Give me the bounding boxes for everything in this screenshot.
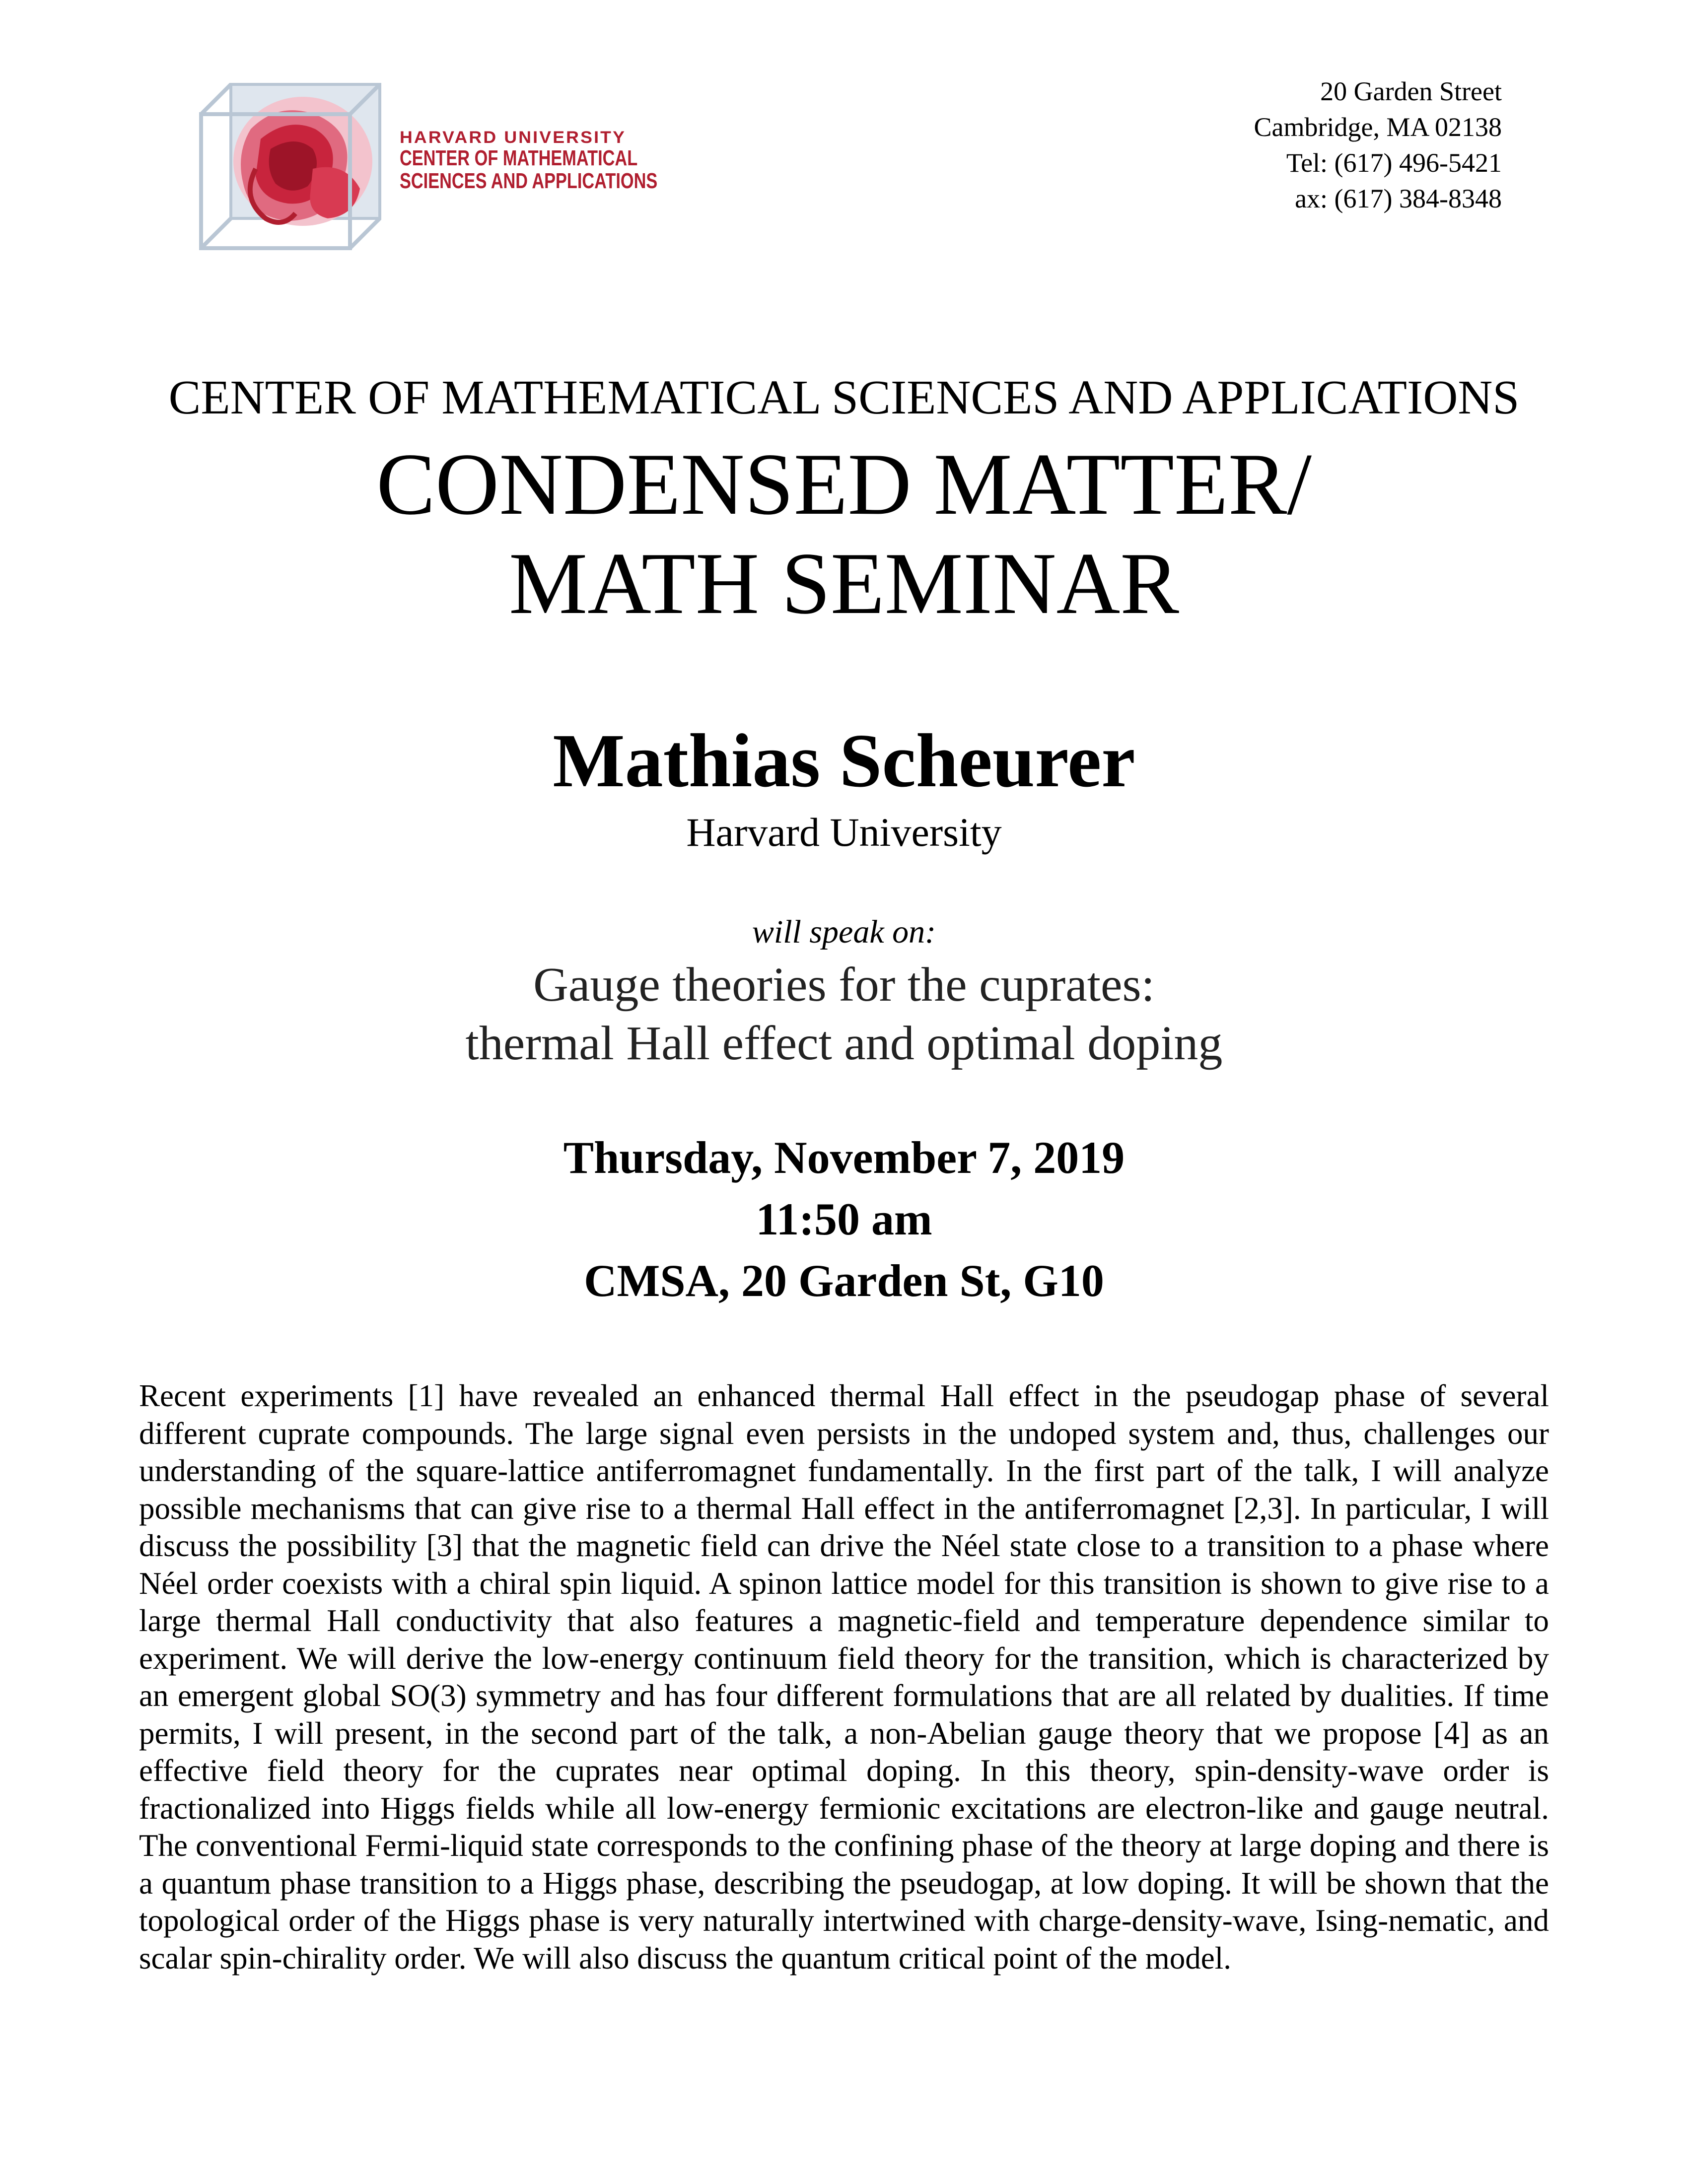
address-block [1254,73,1502,216]
seminar-title-line1: CONDENSED MATTER/ [376,435,1312,533]
event-date: Thursday, November 7, 2019 [563,1132,1125,1183]
cube-logo-icon [196,69,385,263]
will-speak-label: will speak on: [752,914,936,950]
talk-title-line2: thermal Hall effect and optimal doping [465,1017,1223,1070]
talk-title-line1: Gauge theories for the cuprates: [533,958,1155,1012]
center-name: CENTER OF MATHEMATICAL SCIENCES AND APPLICATIONS [168,371,1520,424]
seminar-title [0,434,1688,633]
address-tel: Tel: (617) 496-5421 [1286,148,1502,178]
speaker-name: Mathias Scheurer [553,719,1135,803]
address-street: 20 Garden Street [1320,76,1502,106]
event-time: 11:50 am [756,1194,932,1244]
cmsa-logo [196,69,658,263]
abstract-text: Recent experiments [1] have revealed an enhanced thermal Hall effect in the pseudogap phase of several different cuprate compounds. The large signal even persists in the undoped system and, thus, challenges our understanding of the square-lattice antiferromagnet fundamentally. In the first part of the talk, I will analyze possible mechanisms that can give rise to a thermal Hall effect in the antiferromagnet [2,3]. In particular, I will discuss the possibility [3] that the magnetic field can drive the Néel state close to a transition to a phase where Néel order coexists with a chiral spin liquid. A spinon lattice model for this transition is shown to give rise to a large thermal Hall conductivity that also features a magnetic-field and temperature dependence similar to experiment. We will derive the low-energy continuum field theory for the transition, which is characterized by an emergent global SO(3) symmetry and has four different formulations that are all related by dualities. If time permits, I will present, in the second part of the talk, a non-Abelian gauge theory that we propose [4] as an effective field theory for the cuprates near optimal doping. In this theory, spin-density-wave order is fractionalized into Higgs fields while all low-energy fermionic excitations are electron-like and gauge neutral. The conventional Fermi-liquid state corresponds to the confining phase of the theory at large doping and there is a quantum phase transition to a Higgs phase, describing the pseudogap, at low doping. It will be shown that the topological order of the Higgs phase is very naturally intertwined with charge-density-wave, Ising-nematic, and scalar spin-chirality order. We will also discuss the quantum critical point of the model. [139,1378,1549,1976]
event-details [0,1127,1688,1311]
logo-university: HARVARD UNIVERSITY [400,128,627,147]
event-location: CMSA, 20 Garden St, G10 [584,1255,1104,1306]
speaker-affiliation: Harvard University [686,810,1002,855]
seminar-title-line2: MATH SEMINAR [509,534,1179,632]
talk-title [0,956,1688,1073]
logo-wordmark [400,129,730,193]
logo-center-line1: CENTER OF MATHEMATICAL [400,145,638,170]
address-fax: ax: (617) 384-8348 [1295,184,1502,213]
address-city: Cambridge, MA 02138 [1254,112,1502,142]
logo-center-line2: SCIENCES AND APPLICATIONS [400,168,658,193]
